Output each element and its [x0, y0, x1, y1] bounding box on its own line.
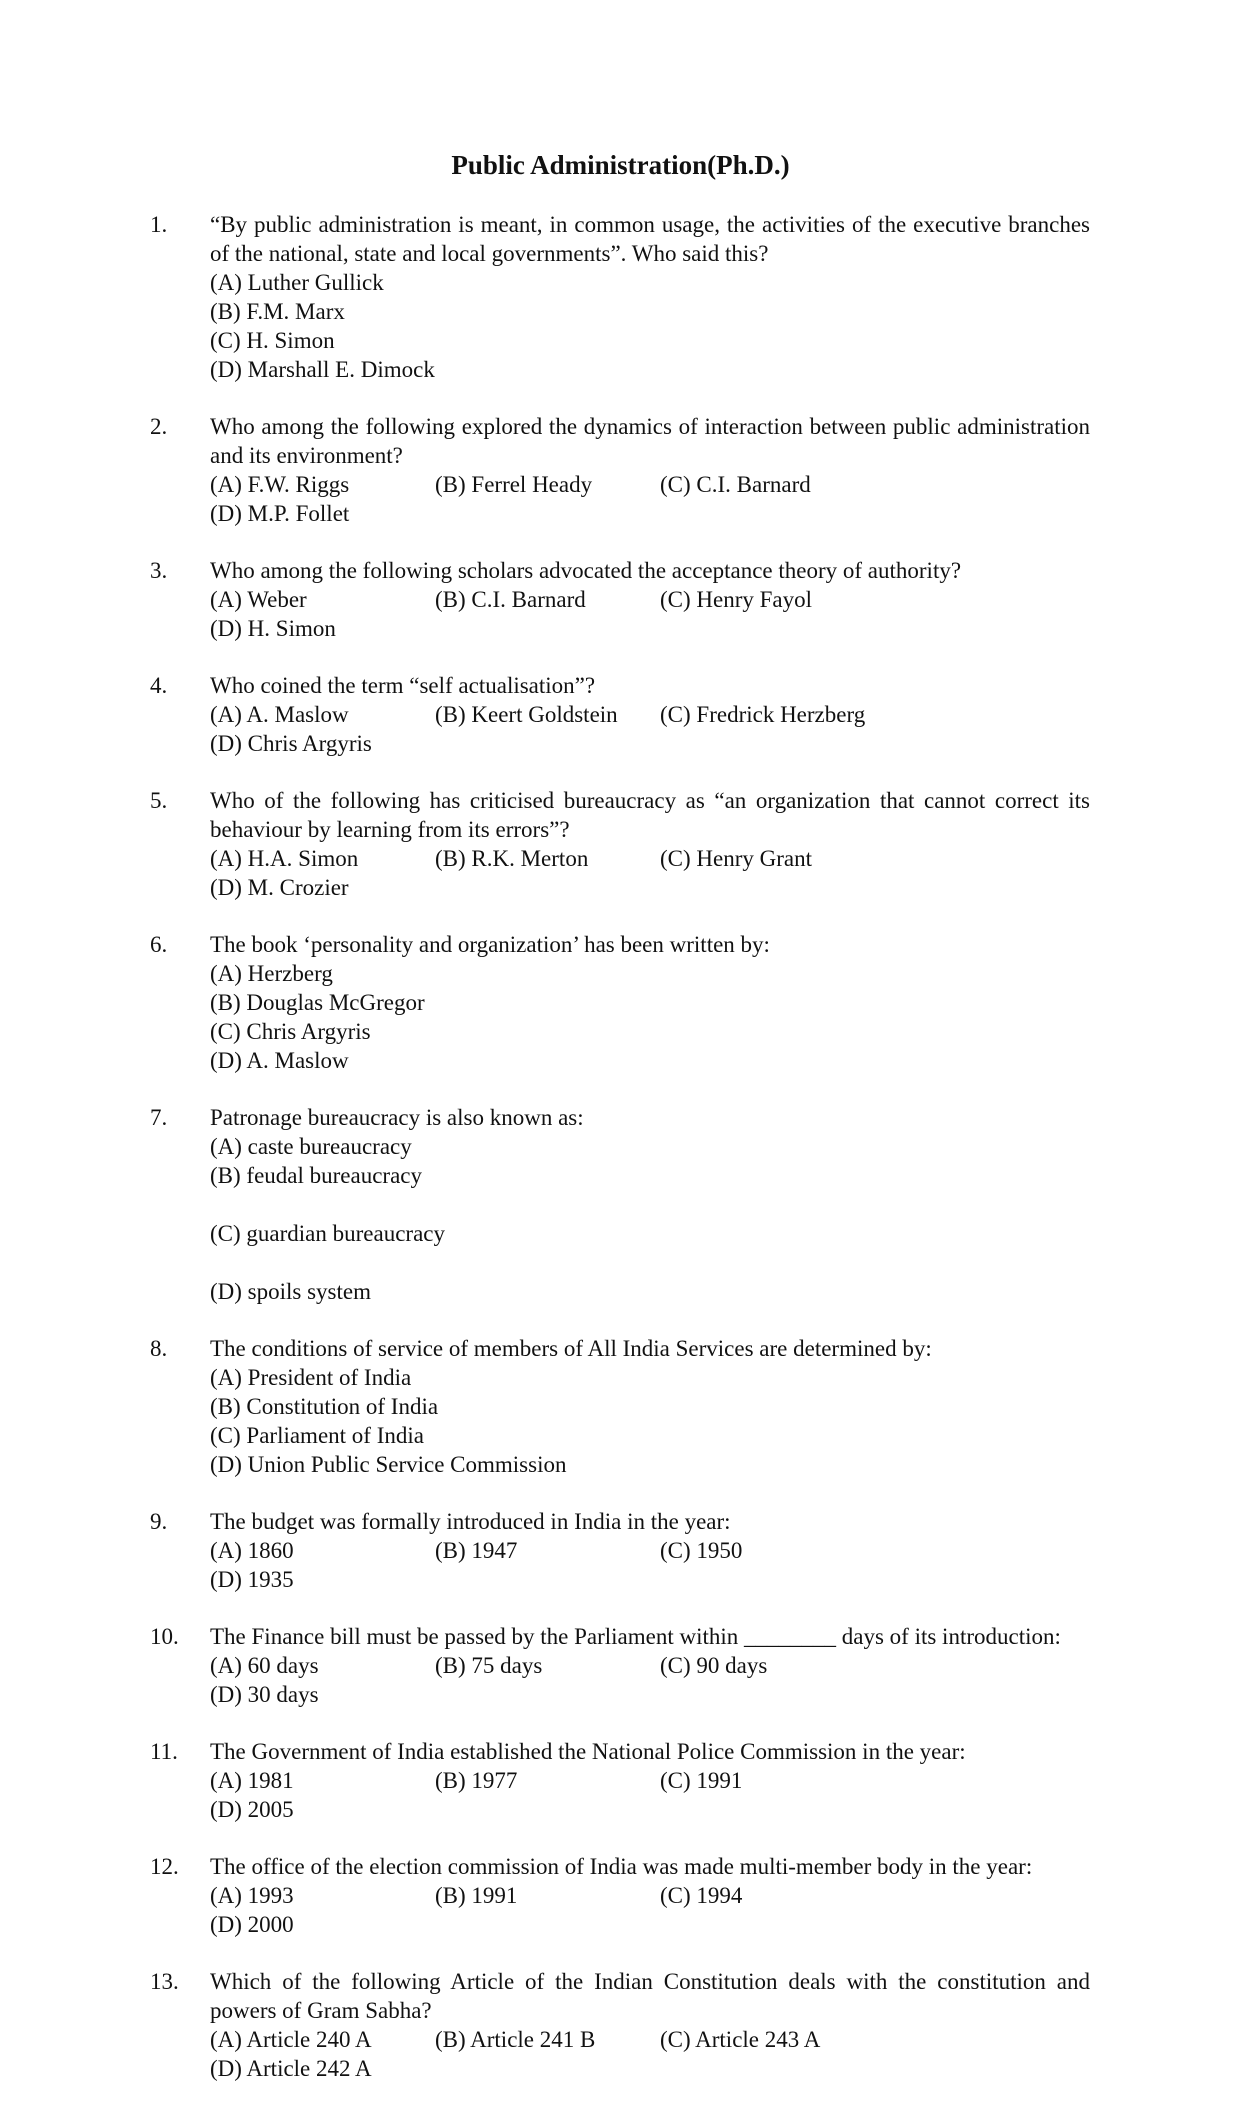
- option-a: (A) Weber: [210, 587, 307, 612]
- question-text: Who among the following explored the dynamics of interaction between public administration and its environment?: [210, 414, 1090, 468]
- option-a: (A) Herzberg: [210, 961, 333, 986]
- question-body: [210, 556, 1090, 643]
- question-1: [150, 210, 1090, 384]
- question-5: [150, 786, 1090, 902]
- option-c: (C) 1991: [660, 1768, 743, 1793]
- option-d: (D) H. Simon: [210, 616, 336, 641]
- option-b: (B) 1977: [435, 1768, 518, 1793]
- option-a: (A) Luther Gullick: [210, 270, 384, 295]
- option-a: (A) 1993: [210, 1883, 294, 1908]
- question-2: [150, 412, 1090, 528]
- question-body: [210, 1507, 1090, 1594]
- question-text: Who among the following scholars advocated the acceptance theory of authority?: [210, 558, 962, 583]
- question-number: 5.: [150, 788, 168, 813]
- question-text: Patronage bureaucracy is also known as:: [210, 1105, 584, 1130]
- question-13: [150, 1967, 1090, 2083]
- option-c: (C) Henry Grant: [660, 846, 813, 871]
- question-number: 1.: [150, 212, 168, 237]
- option-b: (B) 1991: [435, 1883, 518, 1908]
- question-text: The budget was formally introduced in India in the year:: [210, 1509, 731, 1534]
- option-b: (B) Douglas McGregor: [210, 990, 425, 1015]
- question-body: [210, 412, 1090, 528]
- option-c: (C) 1950: [660, 1538, 743, 1563]
- option-list: [210, 1363, 1090, 1479]
- question-number: 4.: [150, 673, 168, 698]
- question-6: [150, 930, 1090, 1075]
- option-a: (A) caste bureaucracy: [210, 1134, 412, 1159]
- option-c: (C) Parliament of India: [210, 1423, 424, 1448]
- option-c: (C) Henry Fayol: [660, 587, 813, 612]
- option-b: (B) C.I. Barnard: [435, 587, 586, 612]
- option-list: [210, 1536, 1090, 1594]
- option-b: (B) feudal bureaucracy: [210, 1163, 422, 1188]
- question-body: [210, 1852, 1090, 1939]
- question-12: [150, 1852, 1090, 1939]
- question-7: [150, 1103, 1090, 1306]
- option-b: (B) Article 241 B: [435, 2027, 596, 2052]
- option-b: (B) Ferrel Heady: [435, 472, 593, 497]
- option-a: (A) 60 days: [210, 1653, 319, 1678]
- option-b: (B) 1947: [435, 1538, 518, 1563]
- option-list: [210, 959, 1090, 1075]
- question-number: 8.: [150, 1336, 168, 1361]
- question-text: “By public administration is meant, in common usage, the activities of the executive branches of the national, state and local governments”. Who said this?: [210, 212, 1090, 266]
- option-list: [210, 585, 1090, 643]
- question-8: [150, 1334, 1090, 1479]
- question-4: [150, 671, 1090, 758]
- option-d: (D) 1935: [210, 1567, 294, 1592]
- option-list: [210, 1651, 1090, 1709]
- option-list: [210, 1881, 1090, 1939]
- option-d: (D) Marshall E. Dimock: [210, 357, 435, 382]
- question-number: 12.: [150, 1854, 179, 1879]
- option-a: (A) President of India: [210, 1365, 412, 1390]
- option-d: (D) A. Maslow: [210, 1048, 349, 1073]
- option-list: [210, 470, 1090, 528]
- question-number: 2.: [150, 414, 168, 439]
- option-b: (B) Keert Goldstein: [435, 702, 618, 727]
- option-a: (A) 1981: [210, 1768, 294, 1793]
- option-list: [210, 2025, 1090, 2083]
- question-3: [150, 556, 1090, 643]
- option-b: (B) 75 days: [435, 1653, 543, 1678]
- question-body: [210, 1737, 1090, 1824]
- question-body: [210, 1103, 1090, 1306]
- option-a: (A) F.W. Riggs: [210, 472, 350, 497]
- question-9: [150, 1507, 1090, 1594]
- question-text: The office of the election commission of India was made multi-member body in the year:: [210, 1854, 1033, 1879]
- question-body: [210, 1967, 1090, 2083]
- question-body: [210, 1334, 1090, 1479]
- option-a: (A) H.A. Simon: [210, 846, 359, 871]
- option-d: (D) 2005: [210, 1797, 294, 1822]
- question-text: The book ‘personality and organization’ has been written by:: [210, 932, 770, 957]
- option-b: (B) Constitution of India: [210, 1394, 439, 1419]
- option-c: (C) 1994: [660, 1883, 743, 1908]
- option-c: (C) C.I. Barnard: [660, 472, 811, 497]
- option-d: (D) M. Crozier: [210, 875, 349, 900]
- option-list: [210, 268, 1090, 384]
- question-list: [150, 210, 1090, 2111]
- question-number: 13.: [150, 1969, 179, 1994]
- question-text: The conditions of service of members of All India Services are determined by:: [210, 1336, 932, 1361]
- option-c: (C) Chris Argyris: [210, 1019, 371, 1044]
- question-text: The Finance bill must be passed by the Parliament within ________ days of its introduction:: [210, 1624, 1061, 1649]
- question-number: 3.: [150, 558, 168, 583]
- option-a: (A) 1860: [210, 1538, 294, 1563]
- question-text: Which of the following Article of the Indian Constitution deals with the constitution and powers of Gram Sabha?: [210, 1969, 1090, 2023]
- question-number: 7.: [150, 1105, 168, 1130]
- option-c: (C) 90 days: [660, 1653, 768, 1678]
- question-number: 6.: [150, 932, 168, 957]
- question-text: The Government of India established the National Police Commission in the year:: [210, 1739, 966, 1764]
- option-a: (A) Article 240 A: [210, 2027, 372, 2052]
- option-c: (C) Fredrick Herzberg: [660, 702, 866, 727]
- question-text: Who of the following has criticised bureaucracy as “an organization that cannot correct its behaviour by learning from its errors”?: [210, 788, 1090, 842]
- option-b: (B) F.M. Marx: [210, 299, 345, 324]
- option-list: [210, 844, 1090, 902]
- question-body: [210, 1622, 1090, 1709]
- option-c: (C) Article 243 A: [660, 2027, 821, 2052]
- option-d: (D) Article 242 A: [210, 2056, 372, 2081]
- question-number: 9.: [150, 1509, 168, 1534]
- option-d: (D) spoils system: [210, 1279, 371, 1304]
- option-d: (D) 2000: [210, 1912, 294, 1937]
- option-list: [210, 700, 1090, 758]
- question-number: 11.: [150, 1739, 178, 1764]
- option-c: (C) H. Simon: [210, 328, 335, 353]
- option-a: (A) A. Maslow: [210, 702, 349, 727]
- option-d: (D) Chris Argyris: [210, 731, 372, 756]
- question-body: [210, 786, 1090, 902]
- question-text: Who coined the term “self actualisation”?: [210, 673, 596, 698]
- question-body: [210, 671, 1090, 758]
- option-list: [210, 1766, 1090, 1824]
- option-b: (B) R.K. Merton: [435, 846, 589, 871]
- option-d: (D) M.P. Follet: [210, 501, 350, 526]
- option-list: [210, 1132, 1090, 1306]
- question-number: 10.: [150, 1624, 179, 1649]
- question-body: [210, 210, 1090, 384]
- question-body: [210, 930, 1090, 1075]
- question-10: [150, 1622, 1090, 1709]
- option-d: (D) 30 days: [210, 1682, 319, 1707]
- option-d: (D) Union Public Service Commission: [210, 1452, 567, 1477]
- option-c: (C) guardian bureaucracy: [210, 1221, 445, 1246]
- question-11: [150, 1737, 1090, 1824]
- page-title: Public Administration(Ph.D.): [451, 150, 790, 180]
